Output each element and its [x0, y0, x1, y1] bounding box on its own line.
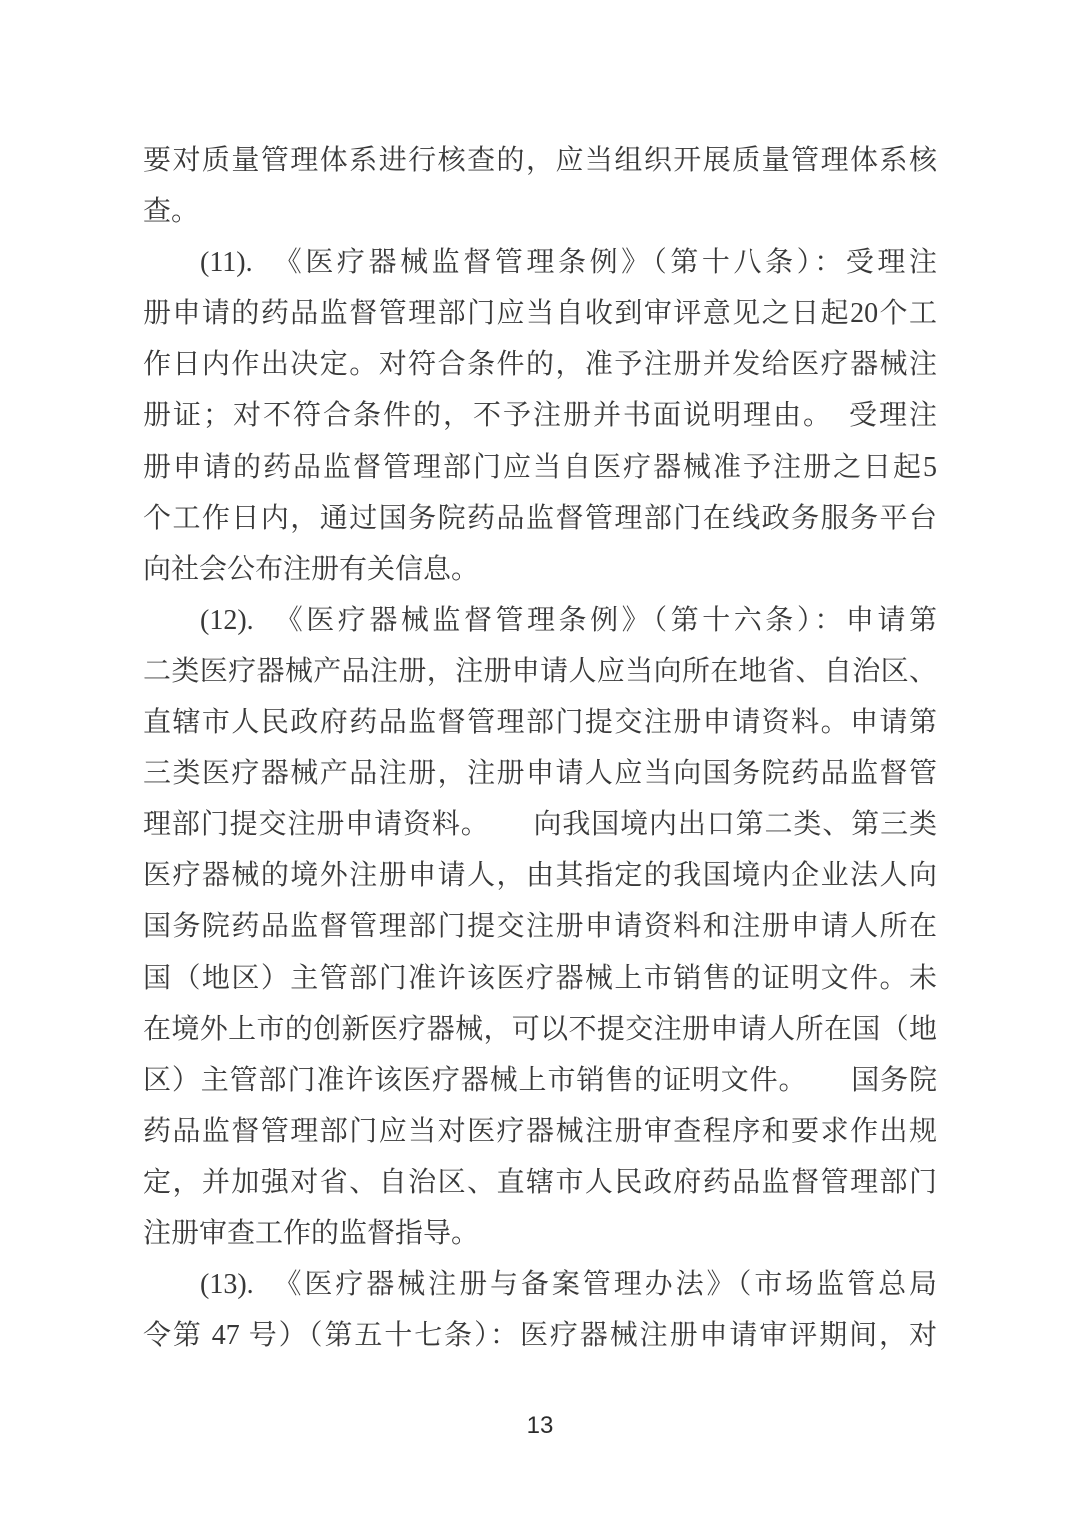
text-line: 定，并加强对省、自治区、直辖市人民政府药品监督管理部门	[143, 1166, 937, 1198]
text-line: 注册审查工作的监督指导。	[143, 1217, 480, 1249]
text-line: 册申请的药品监督管理部门应当自医疗器械准予注册之日起5	[143, 451, 937, 483]
text-line: 二类医疗器械产品注册，注册申请人应当向所在地省、自治区、	[143, 655, 937, 687]
text-line: 三类医疗器械产品注册，注册申请人应当向国务院药品监督管	[143, 758, 937, 790]
text-line: 在境外上市的创新医疗器械，可以不提交注册申请人所在国（地	[143, 1013, 937, 1045]
text-line: 作日内作出决定。对符合条件的，准予注册并发给医疗器械注	[143, 349, 937, 381]
text-line: 医疗器械的境外注册申请人，由其指定的我国境内企业法人向	[143, 860, 937, 892]
text-line: (12). 《医疗器械监督管理条例》（第十六条）：申请第	[200, 604, 937, 636]
text-line: 册申请的药品监督管理部门应当自收到审评意见之日起20个工	[143, 298, 937, 330]
text-line: 药品监督管理部门应当对医疗器械注册审查程序和要求作出规	[143, 1115, 937, 1147]
body-text	[143, 135, 937, 1361]
text-line: 直辖市人民政府药品监督管理部门提交注册申请资料。申请第	[143, 707, 937, 739]
page-number: 13	[526, 1412, 554, 1439]
text-line: 国务院药品监督管理部门提交注册申请资料和注册申请人所在	[143, 911, 937, 943]
page-footer	[0, 1408, 1080, 1444]
text-line: (11). 《医疗器械监督管理条例》（第十八条）：受理注	[200, 247, 937, 279]
text-line: 要对质量管理体系进行核查的，应当组织开展质量管理体系核	[143, 145, 937, 176]
text-line: 册证；对不符合条件的，不予注册并书面说明理由。 受理注	[143, 400, 937, 432]
text-line: 国（地区）主管部门准许该医疗器械上市销售的证明文件。未	[143, 962, 937, 994]
text-line: 理部门提交注册申请资料。 向我国境内出口第二类、第三类	[143, 809, 937, 841]
text-line: (13). 《医疗器械注册与备案管理办法》（市场监管总局	[200, 1269, 937, 1301]
text-line: 个工作日内，通过国务院药品监督管理部门在线政务服务平台	[143, 502, 937, 534]
text-line: 向社会公布注册有关信息。	[143, 553, 480, 585]
text-line: 查。	[143, 196, 200, 228]
text-line: 区）主管部门准许该医疗器械上市销售的证明文件。 国务院	[143, 1064, 937, 1096]
text-line: 令第 47 号）（第五十七条）：医疗器械注册申请审评期间，对	[143, 1320, 937, 1352]
